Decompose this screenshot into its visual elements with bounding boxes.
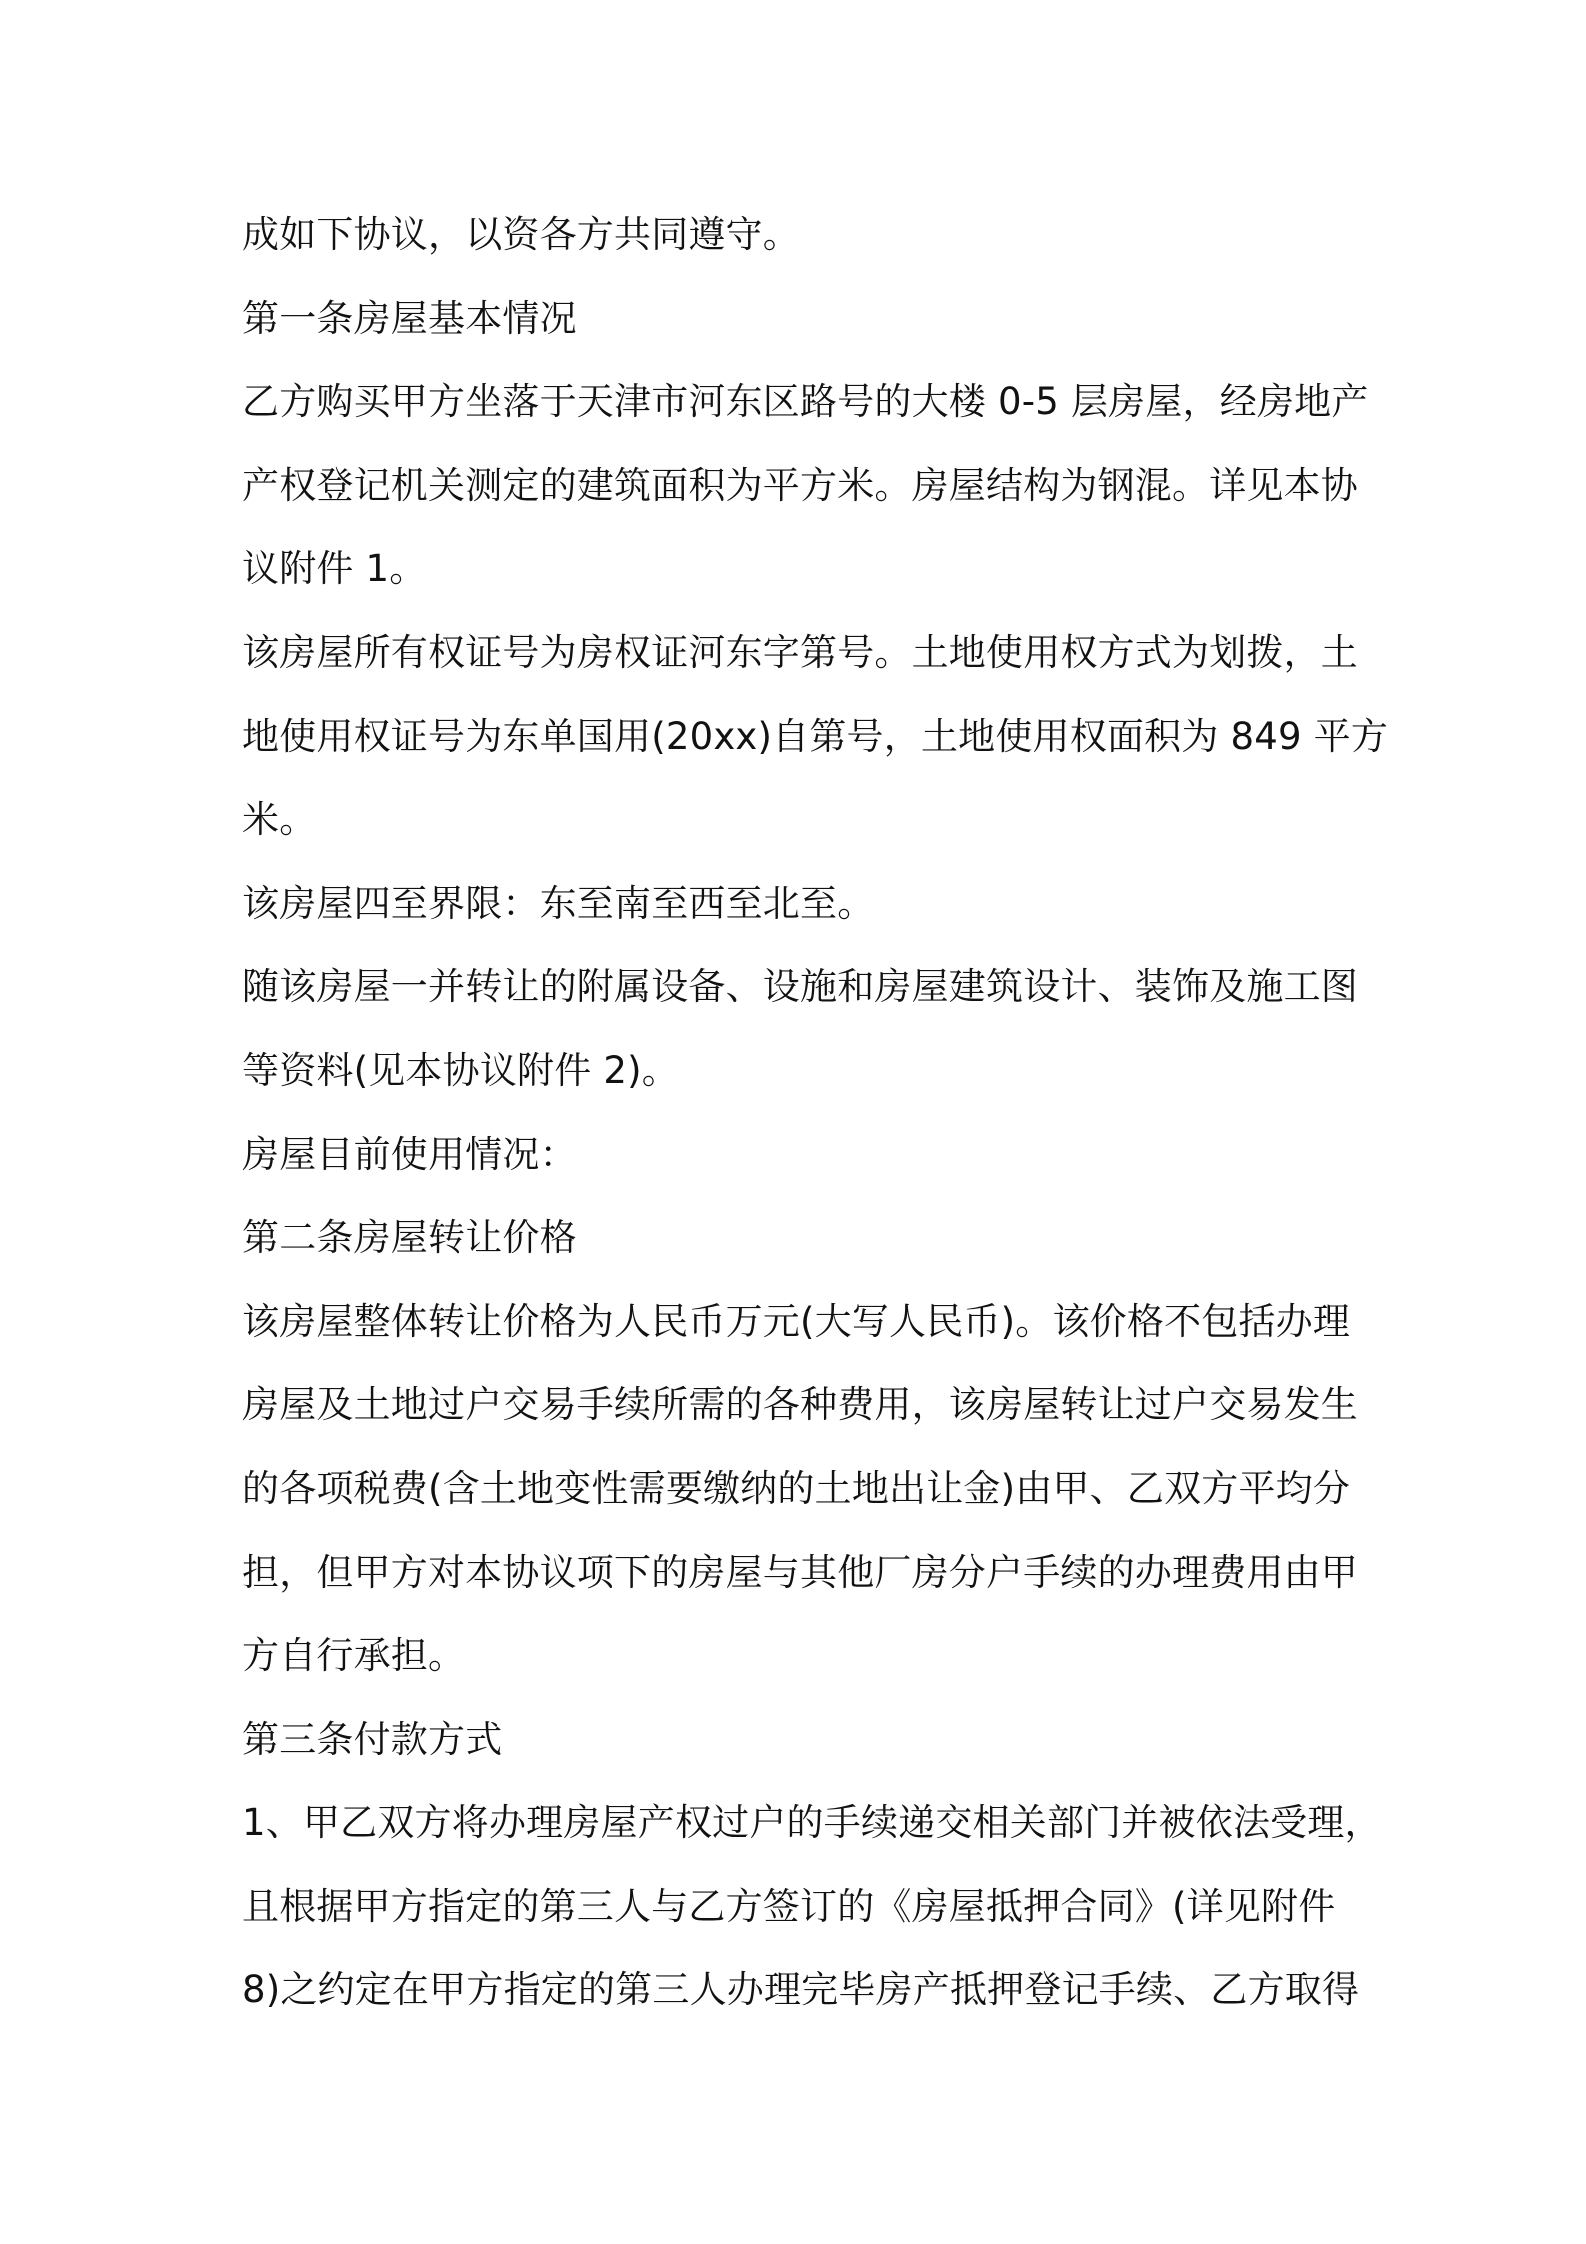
text-line: 该房屋整体转让价格为人民币万元(大写人民币)。该价格不包括办理	[242, 1299, 1351, 1343]
text-line: 方自行承担。	[242, 1634, 466, 1678]
text-line: 乙方购买甲方坐落于天津市河东区路号的大楼 0-5 层房屋，经房地产	[242, 380, 1369, 424]
text-line: 1、甲乙双方将办理房屋产权过户的手续递交相关部门并被依法受理，	[242, 1801, 1382, 1845]
text-line: 等资料(见本协议附件 2)。	[242, 1048, 679, 1092]
text-line: 的各项税费(含土地变性需要缴纳的土地出让金)由甲、乙双方平均分	[242, 1466, 1351, 1510]
text-line: 该房屋四至界限：东至南至西至北至。	[242, 881, 875, 925]
text-line: 产权登记机关测定的建筑面积为平方米。房屋结构为钢混。详见本协	[242, 463, 1358, 507]
text-line: 该房屋所有权证号为房权证河东字第号。土地使用权方式为划拨，土	[242, 630, 1358, 674]
section-heading: 第三条付款方式	[242, 1717, 503, 1761]
text-line: 担，但甲方对本协议项下的房屋与其他厂房分户手续的办理费用由甲	[242, 1550, 1358, 1594]
text-line: 随该房屋一并转让的附属设备、设施和房屋建筑设计、装饰及施工图	[242, 965, 1358, 1009]
text-line: 地使用权证号为东单国用(20xx)自第号，土地使用权面积为 849 平方	[242, 714, 1389, 758]
text-line: 米。	[242, 798, 317, 842]
text-line: 成如下协议，以资各方共同遵守。	[242, 213, 800, 256]
text-line: 房屋及土地过户交易手续所需的各种费用，该房屋转让过户交易发生	[242, 1383, 1358, 1427]
document-body	[242, 193, 1389, 2032]
section-heading: 第一条房屋基本情况	[242, 296, 577, 340]
text-line: 房屋目前使用情况：	[242, 1132, 577, 1176]
section-heading: 第二条房屋转让价格	[242, 1216, 577, 1260]
text-line: 且根据甲方指定的第三人与乙方签订的《房屋抵押合同》(详见附件	[242, 1884, 1336, 1928]
text-line: 议附件 1。	[242, 547, 427, 591]
text-line: 8)之约定在甲方指定的第三人办理完毕房产抵押登记手续、乙方取得	[242, 1968, 1360, 2012]
